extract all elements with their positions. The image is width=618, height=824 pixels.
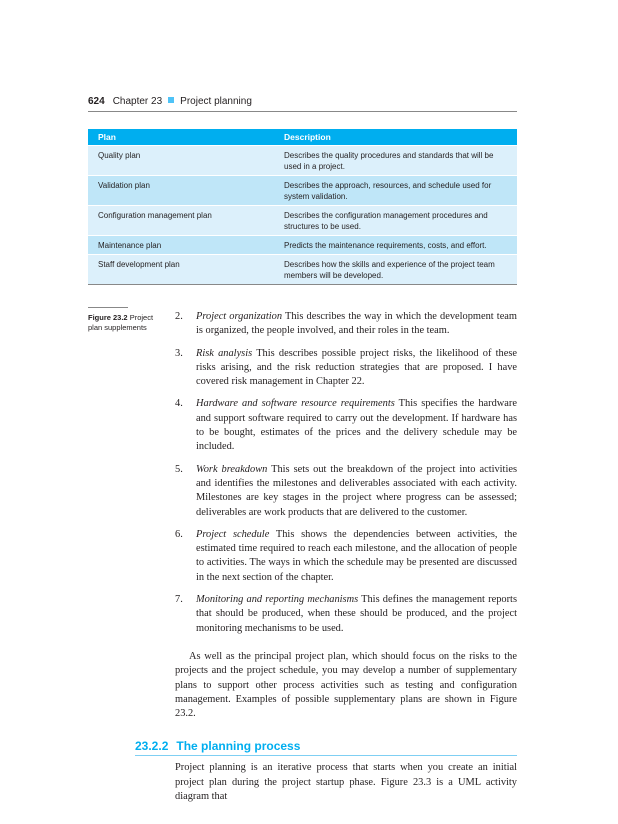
description-cell: Describes how the skills and experience of the project team members will be developed.: [272, 255, 517, 285]
plan-cell: Configuration management plan: [88, 206, 272, 236]
table-row: [88, 236, 517, 255]
plan-cell: Validation plan: [88, 176, 272, 206]
list-item: [175, 310, 517, 339]
column-header-description: Description: [272, 129, 517, 146]
table-row: [88, 255, 517, 285]
body-text: [175, 307, 517, 721]
item-text: This sets out the breakdown of the project into activities and identifies the milestones and deliverables associated with each activity. Milestones are key stages in the project where progress can be assessed; deliverables are work products that are delivered to the customer.: [196, 463, 517, 518]
description-cell: Describes the quality procedures and standards that will be used in a project.: [272, 146, 517, 176]
running-header: [88, 95, 517, 112]
description-cell: Describes the approach, resources, and schedule used for system validation.: [272, 176, 517, 206]
supplement-plans-table: [88, 129, 517, 285]
item-text: This describes the way in which the development team is organized, the people involved, and their roles in the team.: [196, 311, 517, 337]
figure-label: Figure 23.2: [88, 313, 128, 322]
item-number: 2.: [175, 311, 183, 322]
section-number: 23.2.2: [135, 739, 169, 754]
item-term: Risk analysis: [196, 347, 253, 359]
description-cell: Describes the configuration management procedures and structures to be used.: [272, 206, 517, 236]
description-cell: Predicts the maintenance requirements, costs, and effort.: [272, 236, 517, 255]
item-number: 6.: [175, 528, 183, 540]
section-title: The planning process: [176, 739, 301, 754]
section-heading: [135, 739, 517, 756]
item-term: Monitoring and reporting mechanisms: [196, 594, 359, 606]
item-text: This specifies the hardware and support software required to carry out the development. If hardware has to be bought, estimates of the prices and the delivery schedule may be included.: [196, 398, 517, 453]
item-term: Hardware and software resource requirements: [196, 398, 395, 410]
table-row: [88, 206, 517, 236]
item-number: 4.: [175, 398, 183, 410]
plan-cell: Maintenance plan: [88, 236, 272, 255]
item-term: Project organization: [196, 311, 283, 322]
square-bullet-icon: [168, 97, 174, 103]
item-text: This describes possible project risks, the likelihood of these risks arising, and the risk reduction strategies that are proposed. I have covered risk management in Chapter 22.: [196, 347, 517, 388]
list-item: [175, 593, 517, 636]
table-row: [88, 146, 517, 176]
list-item: [175, 463, 517, 520]
item-number: 5.: [175, 463, 183, 475]
item-text: This defines the management reports that should be produced, when these should be produced, and the project monitoring mechanisms to be used.: [196, 594, 517, 634]
plan-cell: Quality plan: [88, 146, 272, 176]
column-header-plan: Plan: [88, 129, 272, 146]
figure-caption: [88, 313, 168, 333]
page-number: 624: [88, 96, 105, 107]
section-paragraph: Project planning is an iterative process that starts when you create an initial project plan during the project startup phase. Figure 23.3 is a UML activity diagram that: [175, 762, 517, 803]
plan-cell: Staff development plan: [88, 255, 272, 285]
figure-caption-text: Project plan supplements: [88, 313, 154, 332]
chapter-title: Project planning: [180, 96, 252, 107]
list-item: [175, 397, 517, 454]
caption-rule: [88, 307, 128, 308]
item-text: This shows the dependencies between activities, the estimated time required to reach each milestone, and the allocation of people to activities. The ways in which the schedule may be presented are discussed in the next section of the chapter.: [196, 528, 517, 583]
body-paragraph: As well as the principal project plan, which should focus on the risks to the projects and the project schedule, you may develop a number of supplementary plans to support other process activities such as testing and configuration management. Examples of possible supplementary plans are shown in Figure 23.2.: [175, 650, 517, 720]
item-number: 3.: [175, 347, 183, 359]
list-item: [175, 528, 517, 585]
page-column: [88, 0, 517, 824]
figure-and-list: [88, 307, 517, 721]
chapter-label: Chapter 23: [112, 96, 163, 107]
table-row: [88, 176, 517, 206]
item-number: 7.: [175, 594, 183, 606]
list-item: [175, 347, 517, 390]
item-term: Project schedule: [196, 528, 270, 540]
item-term: Work breakdown: [196, 463, 268, 475]
